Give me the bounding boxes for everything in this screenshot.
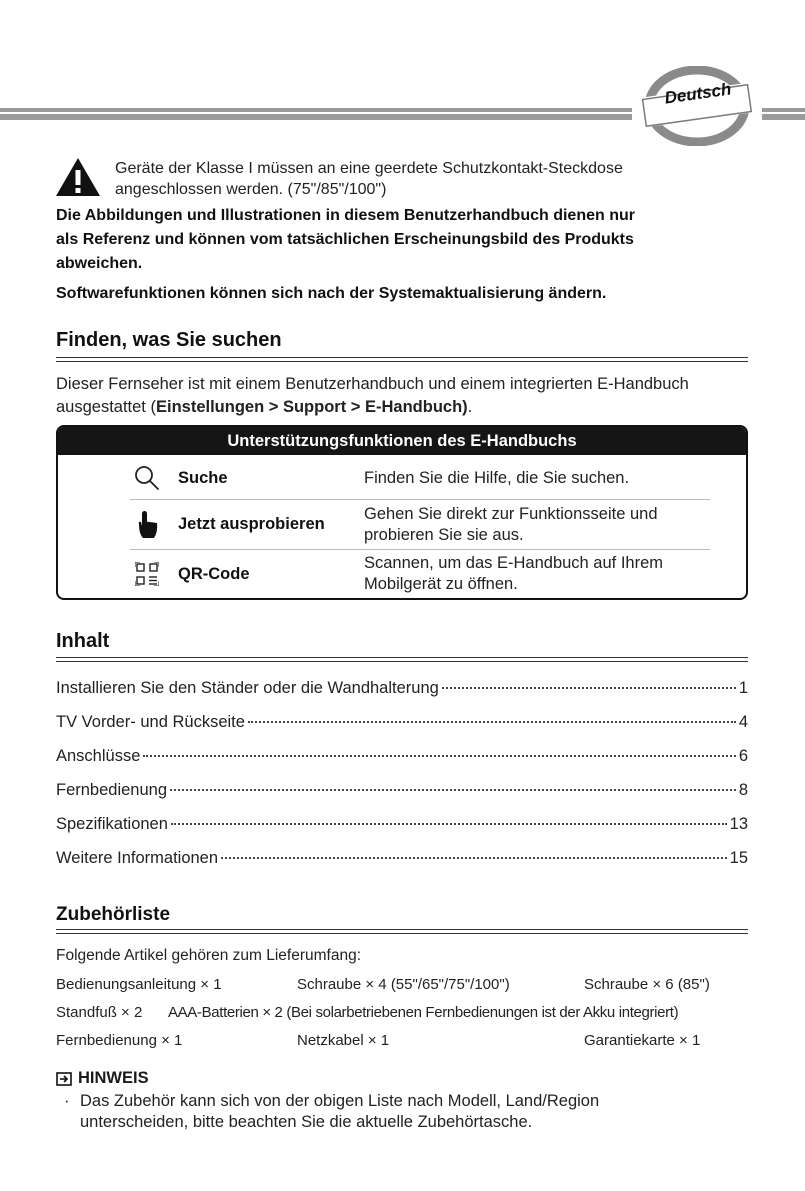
- section-title-finden: Finden, was Sie suchen: [56, 329, 282, 351]
- toc-page: 6: [738, 747, 748, 765]
- features-box-title: Unterstützungsfunktionen des E-Handbuchs: [58, 427, 746, 455]
- language-label: Deutsch: [663, 79, 733, 108]
- section-title-inhalt: Inhalt: [56, 630, 110, 652]
- accessory-item: Fernbedienung × 1: [56, 1032, 183, 1049]
- feature-desc: Finden Sie die Hilfe, die Sie suchen.: [364, 468, 630, 487]
- toc-entry[interactable]: Anschlüsse 6: [56, 747, 748, 765]
- toc-page: 15: [729, 849, 748, 867]
- accessory-item: Bedienungsanleitung × 1: [56, 976, 222, 993]
- feature-row-qr-code: [130, 550, 710, 598]
- accessory-item: Netzkabel × 1: [297, 1032, 390, 1049]
- software-note: Softwarefunktionen können sich nach der Systemaktualisierung ändern.: [56, 285, 607, 302]
- emanual-features-box: [56, 425, 748, 600]
- feature-name: Jetzt ausprobieren: [178, 515, 325, 533]
- feature-desc: Scannen, um das E-Handbuch auf Ihrem Mobilgerät zu öffnen.: [364, 554, 664, 593]
- accessory-item: Schraube × 4 (55"/65"/75"/100"): [297, 976, 510, 993]
- accessory-item: Garantiekarte × 1: [584, 1032, 701, 1049]
- finden-intro: Dieser Fernseher ist mit einem Benutzerhandbuch und einem integrierten E-Handbuch ausgestattet (Einstellungen > Support > E-Handbuch).: [56, 375, 689, 416]
- toc-page: 8: [738, 781, 748, 799]
- search-icon: [130, 463, 164, 493]
- feature-row-try-now: [130, 500, 710, 550]
- menu-path: Einstellungen > Support > E-Handbuch): [155, 398, 468, 416]
- section-rule: [56, 357, 748, 362]
- note-arrow-icon: [56, 1072, 72, 1086]
- warning-triangle-icon: [55, 156, 101, 198]
- toc-entry[interactable]: Fernbedienung 8: [56, 781, 748, 799]
- toc-page: 1: [738, 679, 748, 697]
- toc-entry[interactable]: Installieren Sie den Ständer oder die Wandhalterung 1: [56, 679, 748, 697]
- toc-page: 13: [729, 815, 748, 833]
- toc-entry[interactable]: TV Vorder- und Rückseite 4: [56, 713, 748, 731]
- section-rule: [56, 657, 748, 662]
- note-heading: HINWEIS: [56, 1069, 149, 1088]
- toc-page: 4: [738, 713, 748, 731]
- toc-entry[interactable]: Weitere Informationen 15: [56, 849, 748, 867]
- qr-code-icon: [130, 559, 164, 589]
- accessory-intro: Folgende Artikel gehören zum Lieferumfang:: [56, 947, 362, 964]
- feature-row-search: [130, 457, 710, 500]
- warning-text: Geräte der Klasse I müssen an eine geerdete Schutzkontakt-Steckdose angeschlossen werden. (75"/85"/100"): [115, 160, 623, 198]
- toc-entry[interactable]: Spezifikationen 13: [56, 815, 748, 833]
- accessory-item: Schraube × 6 (85"): [584, 976, 710, 993]
- header-rule-right: [762, 108, 805, 120]
- section-title-zubehoer: Zubehörliste: [56, 904, 171, 925]
- accessory-item: AAA-Batterien × 2 (Bei solarbetriebenen Fernbedienungen ist der Akku integriert): [168, 1004, 679, 1021]
- disclaimer-paragraph: Die Abbildungen und Illustrationen in diesem Benutzerhandbuch dienen nur als Referenz und können vom tatsächlichen Erscheinungsbild des Produkts abweichen.: [56, 207, 635, 272]
- header-rule-left: [0, 108, 632, 120]
- section-rule: [56, 929, 748, 934]
- feature-desc: Gehen Sie direkt zur Funktionsseite und probieren Sie sie aus.: [364, 504, 658, 544]
- feature-name: QR-Code: [178, 564, 250, 583]
- feature-name: Suche: [178, 468, 228, 487]
- pointing-hand-icon: [130, 510, 164, 540]
- accessory-item: Standfuß × 2: [56, 1004, 143, 1021]
- note-body: · Das Zubehör kann sich von der obigen Liste nach Modell, Land/Region unterscheiden, bitte beachten Sie die aktuelle Zubehörtasche.: [64, 1092, 600, 1131]
- bullet: ·: [64, 1092, 70, 1110]
